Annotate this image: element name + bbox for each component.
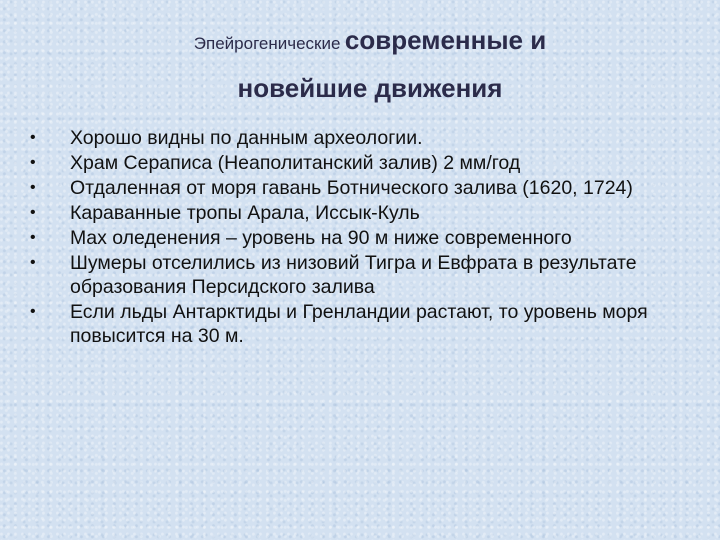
- bullet-icon: •: [30, 129, 36, 146]
- title-line-2: новейшие движения: [237, 73, 503, 103]
- bullet-list: [28, 126, 668, 349]
- bullet-icon: •: [30, 254, 36, 271]
- bullet-text: Если льды Антарктиды и Гренландии растают, то уровень моря повысится на 30 м.: [70, 301, 648, 347]
- bullet-item: [28, 226, 668, 250]
- slide-title: [60, 18, 680, 104]
- bullet-icon: •: [30, 204, 36, 221]
- bullet-icon: •: [30, 154, 36, 171]
- bullet-text: Отдаленная от моря гавань Ботнического залива (1620, 1724): [70, 177, 633, 199]
- title-part-1: Эпейрогенические: [193, 34, 341, 53]
- bullet-item: [28, 251, 668, 299]
- bullet-icon: •: [30, 179, 36, 196]
- bullet-item: [28, 201, 668, 225]
- title-part-2: современные и: [344, 25, 547, 55]
- bullet-text: Шумеры отселились из низовий Тигра и Евфрата в результате образования Персидского залива: [70, 252, 637, 298]
- bullet-icon: •: [30, 303, 36, 320]
- bullet-item: [28, 300, 668, 348]
- title-line-1: [60, 18, 680, 62]
- bullet-item: [28, 151, 668, 175]
- bullet-text: Караванные тропы Арала, Иссык-Куль: [70, 202, 420, 224]
- bullet-item: [28, 176, 668, 200]
- bullet-text: Max оледенения – уровень на 90 м ниже современного: [70, 227, 572, 249]
- bullet-text: Хорошо видны по данным археологии.: [70, 127, 423, 149]
- bullet-icon: •: [30, 229, 36, 246]
- bullet-text: Храм Сераписа (Неаполитанский залив) 2 мм/год: [70, 152, 521, 174]
- bullet-item: [28, 126, 668, 150]
